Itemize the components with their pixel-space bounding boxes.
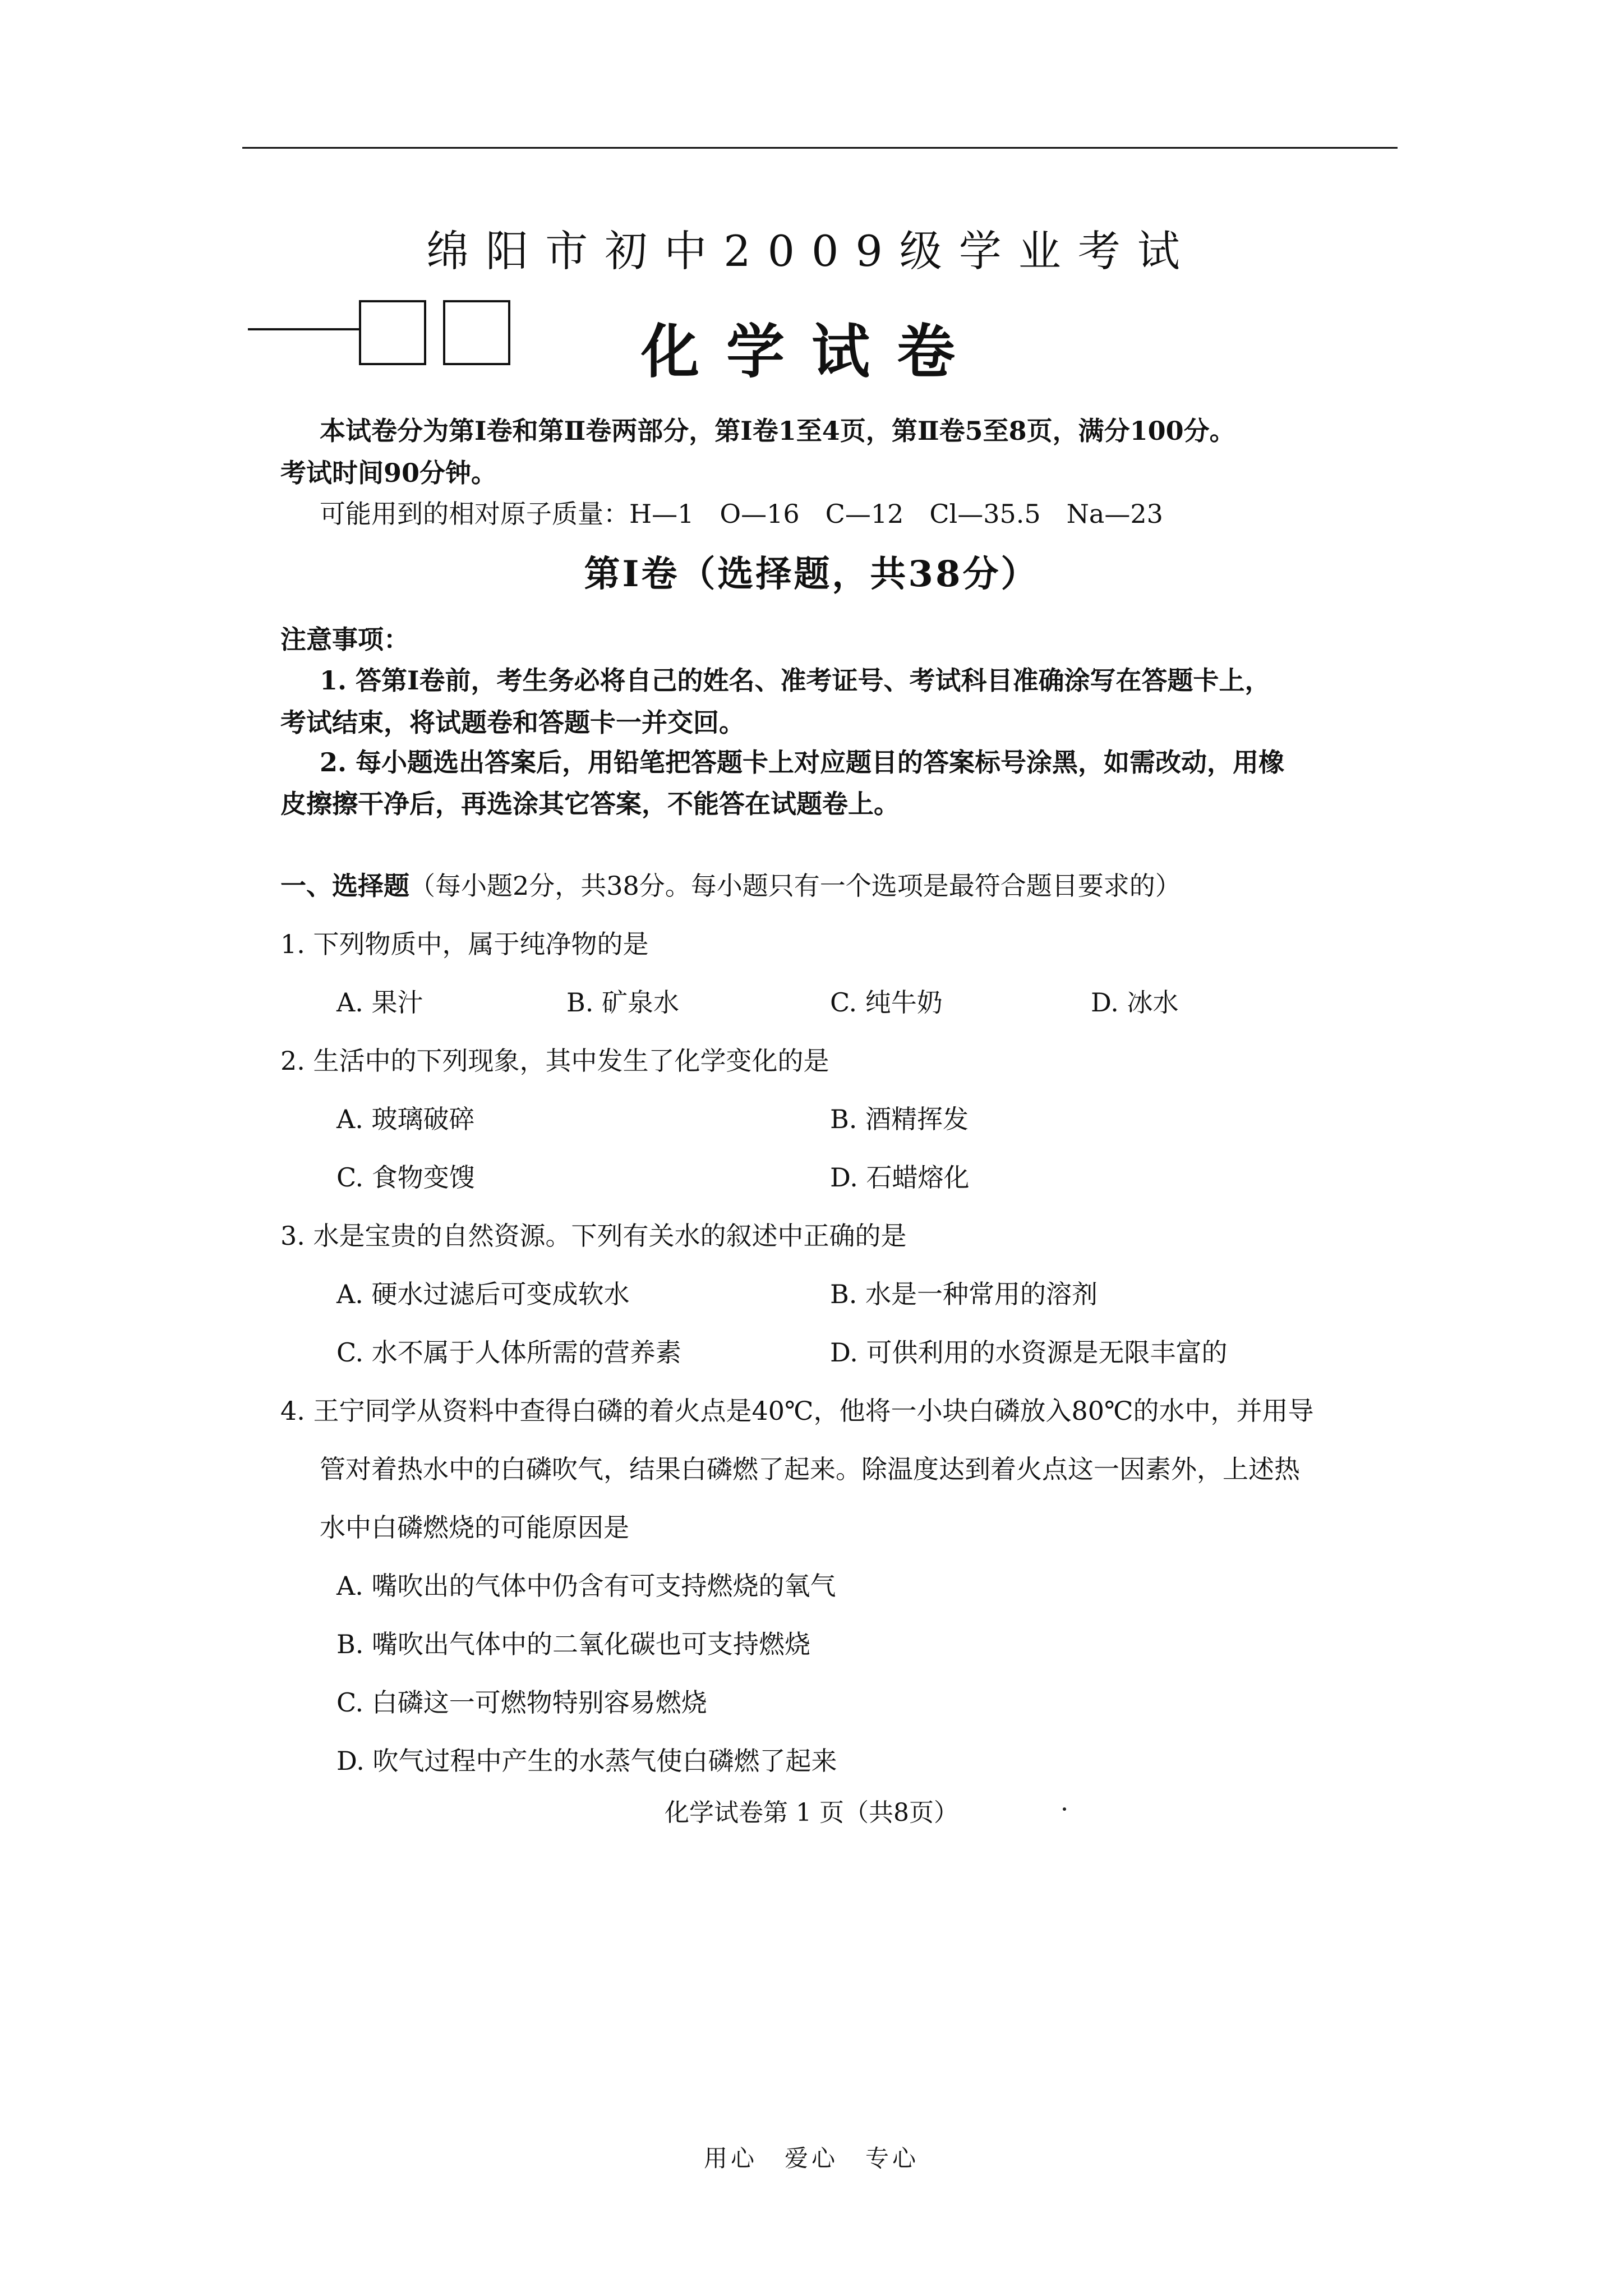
section-heading <box>280 873 1181 899</box>
intro-line: 考试时间90分钟。 <box>280 458 497 488</box>
answer-option: A. 玻璃破碎 <box>336 1104 475 1134</box>
answer-option: B. 矿泉水 <box>566 987 680 1018</box>
answer-option: C. 白磷这一可燃物特别容易燃烧 <box>336 1687 707 1718</box>
answer-option: C. 食物变馊 <box>336 1162 475 1193</box>
question-stem: 水中白磷燃烧的可能原因是 <box>320 1512 629 1543</box>
question-stem: 2. 生活中的下列现象，其中发生了化学变化的是 <box>280 1046 829 1076</box>
footer-motto: 用心 爱心 专心 <box>703 2145 919 2172</box>
exam-heading: 绵阳市初中2009级学业考试 <box>426 226 1197 276</box>
page-number: 化学试卷第 1 页（共8页） <box>665 1798 958 1827</box>
answer-option: A. 嘴吹出的气体中仍含有可支持燃烧的氧气 <box>336 1571 836 1601</box>
notes-heading: 注意事项： <box>280 624 409 655</box>
answer-option: D. 石蜡熔化 <box>830 1162 970 1193</box>
answer-option: C. 纯牛奶 <box>830 987 943 1018</box>
question-stem: 1. 下列物质中，属于纯净物的是 <box>280 929 649 959</box>
answer-option: B. 嘴吹出气体中的二氧化碳也可支持燃烧 <box>336 1629 811 1659</box>
answer-option: D. 可供利用的水资源是无限丰富的 <box>830 1337 1228 1368</box>
subject-title: 化学试卷 <box>640 317 982 386</box>
section-instruction: （每小题2分，共38分。每小题只有一个选项是最符合题目要求的） <box>409 871 1181 901</box>
answer-option: D. 吹气过程中产生的水蒸气使白磷燃了起来 <box>336 1746 837 1776</box>
answer-option: B. 酒精挥发 <box>830 1104 969 1134</box>
answer-option: A. 果汁 <box>336 987 423 1018</box>
answer-option: A. 硬水过滤后可变成软水 <box>336 1279 630 1309</box>
note-line: 皮擦擦干净后，再选涂其它答案，不能答在试题卷上。 <box>280 789 900 819</box>
note-line: 考试结束，将试题卷和答题卡一并交回。 <box>280 707 745 738</box>
question-stem: 3. 水是宝贵的自然资源。下列有关水的叙述中正确的是 <box>280 1221 907 1251</box>
question-stem: 4. 王宁同学从资料中查得白磷的着火点是40℃，他将一小块白磷放入80℃的水中，并用导 <box>280 1396 1314 1426</box>
scan-speck <box>1063 1807 1066 1811</box>
note-line: 1. 答第Ⅰ卷前，考生务必将自己的姓名、准考证号、考试科目准确涂写在答题卡上， <box>320 665 1271 696</box>
intro-line: 本试卷分为第Ⅰ卷和第Ⅱ卷两部分，第Ⅰ卷1至4页，第Ⅱ卷5至8页，满分100分。 <box>320 416 1235 446</box>
answer-option: C. 水不属于人体所需的营养素 <box>336 1337 681 1368</box>
section-heading-label: 一、选择题 <box>280 871 409 901</box>
answer-option: D. 冰水 <box>1091 987 1179 1018</box>
note-line: 2. 每小题选出答案后，用铅笔把答题卡上对应题目的答案标号涂黑，如需改动，用橡 <box>320 747 1285 777</box>
atomic-masses: 可能用到的相对原子质量：H—1 O—16 C—12 Cl—35.5 Na—23 <box>320 499 1163 529</box>
question-stem: 管对着热水中的白磷吹气，结果白磷燃了起来。除温度达到着火点这一因素外，上述热 <box>320 1454 1300 1484</box>
part-title: 第Ⅰ卷（选择题，共38分） <box>584 553 1039 595</box>
answer-option: B. 水是一种常用的溶剂 <box>830 1279 1098 1309</box>
top-rule <box>242 147 1398 149</box>
